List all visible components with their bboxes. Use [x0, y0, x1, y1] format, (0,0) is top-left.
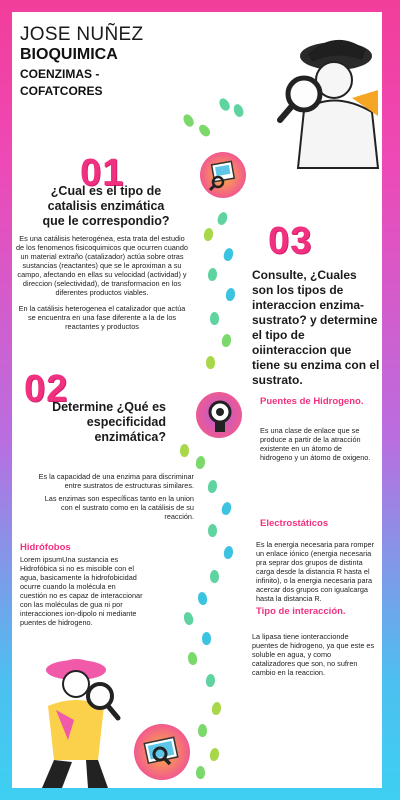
electrostatic-text: Es la energia necesaria para romper un enlace iónico (energia necesaria pra seprar dos grupos de distinta carga desde la distancia R hasta el infinito), o la energia necesaria para acercar dos grupos con igualcarga hasta la distancia R. [256, 540, 375, 603]
footprint [221, 333, 232, 347]
footprint [225, 287, 236, 301]
interaction-type-text: La lipasa tiene ionteraccionde puentes de hidrogeno, ya que este es soluble en agua, y como catalizadores que son, no sufren cambio en la reaccion. [252, 632, 375, 677]
answer-01-paragraph-2: En la catálisis heterogenea el catalizador que actúa se encuentra en una fase diferente a la de los reactantes y productos [18, 304, 186, 331]
footprint [232, 103, 245, 118]
footprint [182, 611, 194, 626]
footprint [207, 268, 217, 282]
footprint [196, 766, 205, 779]
footprint [202, 632, 211, 645]
footprint [223, 545, 234, 559]
footprint [205, 674, 215, 688]
hydrogen-title: Puentes de Hidrogeno. [260, 396, 364, 407]
infographic-card [12, 12, 382, 788]
photos-icon [200, 152, 246, 198]
answer-02-paragraph-2: Las enzimas son específicas tanto en la union con el sustrato como en la catálisis de su reacción. [44, 494, 194, 521]
footprint [210, 570, 219, 583]
footprint [209, 747, 220, 761]
footprint [198, 724, 207, 737]
footprint [197, 123, 212, 139]
question-01: ¿Cual es el tipo de catalisis enzimática que le correspondio? [42, 184, 170, 228]
answer-02-paragraph: Es la capacidad de una enzima para discriminar entre sustratos de estructuras similares. [38, 472, 194, 490]
footprint [216, 211, 229, 226]
topic-title: COENZIMAS - COFATCORES [20, 67, 103, 98]
section-number-02: 02 [24, 368, 69, 410]
footprint [208, 524, 217, 537]
interaction-type-title: Tipo de interacción. [256, 606, 346, 617]
footprint [195, 455, 206, 469]
footprint [211, 701, 222, 715]
hydrophobic-title: Hidrófobos [20, 542, 71, 553]
footprint [210, 312, 219, 325]
question-02: Determine ¿Qué es especificidad enzimática? [52, 400, 166, 444]
spy-icon [196, 392, 242, 438]
author-name: JOSE NUÑEZ [20, 24, 144, 45]
section-number-01: 01 [80, 152, 125, 194]
footprint [217, 97, 231, 113]
footprint [180, 444, 189, 457]
answer-01-paragraph: Es una catálisis heterogénea, esta trata del estudio de los fenomenos fisicoquimicos que ocurren cuando un material extraño (catalizador) actúa sobre otras sustancias (reactantes) que se le aproximan a su campo, afectando en ellas su velocidad (actividad) y direccion (selectividad), de transformacion en los diferentes productos viables. [16, 234, 188, 297]
footprint [181, 113, 195, 129]
footprint [206, 356, 215, 369]
footprint [220, 501, 232, 516]
detective-girl-icon [28, 650, 128, 788]
hydrogen-text: Es una clase de enlace que se produce a partir de la atracción existente en un átomo de hidrogeno y un átomo de oxigeno. [260, 426, 371, 462]
footprint [222, 247, 234, 262]
subject-title: BIOQUIMICA [20, 46, 118, 63]
electrostatic-title: Electrostáticos [260, 518, 329, 529]
footprint [197, 591, 208, 605]
detective-icon [274, 20, 382, 170]
map-icon [134, 724, 190, 780]
footprint [187, 651, 198, 665]
footprint [203, 227, 214, 241]
footprint [207, 479, 218, 493]
section-number-03: 03 [268, 220, 313, 262]
question-03: Consulte, ¿Cuales son los tipos de interaccion enzima-sustrato? y determine el tipo de oiinteraccion que tiene su enzima con el sustrato. [252, 268, 380, 387]
hydrophobic-text: Lorem ipsumUna sustancia es Hidrofóbica si no es miscible con el agua, basicamente la hidrofobicidad ocurre cuando la molécula en cuestión no es capaz de interaccionar con las moléculas de gua ni por interacciones ion-dipolo ni mediante puentes de hidrogeno. [20, 555, 143, 627]
